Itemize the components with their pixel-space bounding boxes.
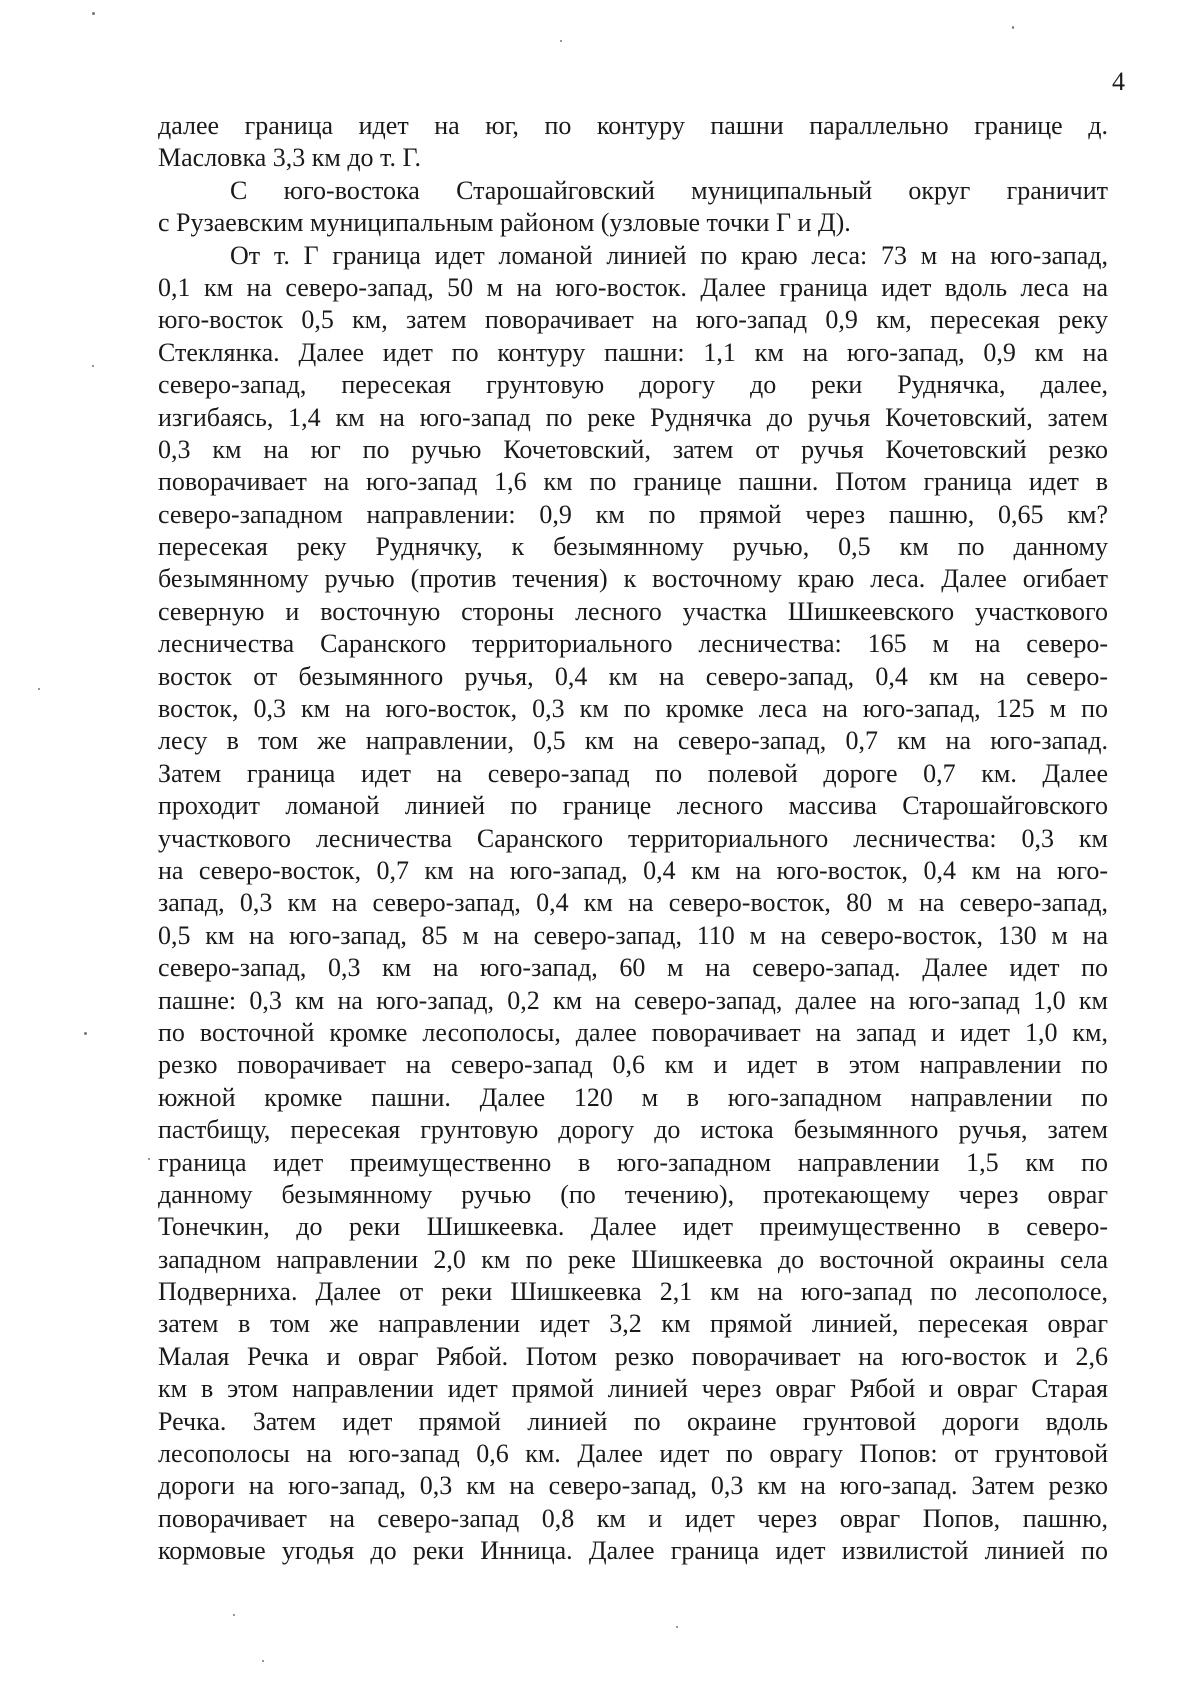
scan-speck [92, 365, 94, 367]
text-line: проходит ломаной линией по границе лесного массива Старошайговского [158, 791, 1108, 821]
text-line: резко поворачивает на северо-запад 0,6 км и идет в этом направлении по [158, 1050, 1108, 1080]
text-line: Малая Речка и овраг Рябой. Потом резко поворачивает на юго-восток и 2,6 [158, 1341, 1108, 1371]
text-line: северную и восточную стороны лесного участка Шишкеевского участкового [158, 596, 1108, 626]
text-line: далее граница идет на юг, по контуру пашни параллельно границе д. [158, 111, 1108, 140]
text-line: лесу в том же направлении, 0,5 км на северо-запад, 0,7 км на юго-запад. [158, 726, 1108, 756]
text-line: От т. Г граница идет ломаной линией по краю леса: 73 м на юго-запад, [230, 240, 1108, 270]
scan-speck [1012, 26, 1014, 29]
text-line: лесничества Саранского территориального лесничества: 165 м на северо- [158, 629, 1108, 659]
text-line: Речка. Затем идет прямой линией по окраине грунтовой дороги вдоль [158, 1406, 1108, 1436]
scan-speck [84, 1032, 87, 1035]
text-line: Масловка 3,3 км до т. Г. [158, 143, 422, 173]
scan-speck [233, 1614, 235, 1616]
text-line: западном направлении 2,0 км по реке Шишкеевка до восточной окраины села [158, 1244, 1108, 1274]
text-line: северо-запад, 0,3 км на юго-запад, 60 м на северо-запад. Далее идет по [158, 953, 1108, 983]
text-line: безымянному ручью (против течения) к восточному краю леса. Далее огибает [158, 564, 1108, 594]
text-line: юго-восток 0,5 км, затем поворачивает на юго-запад 0,9 км, пересекая реку [158, 305, 1108, 335]
text-line: на северо-восток, 0,7 км на юго-запад, 0,4 км на юго-восток, 0,4 км на юго- [158, 855, 1108, 885]
text-line: кормовые угодья до реки Инница. Далее граница идет извилистой линией по [158, 1536, 1108, 1566]
text-line: поворачивает на северо-запад 0,8 км и идет через овраг Попов, пашню, [158, 1503, 1108, 1533]
text-line: северо-западном направлении: 0,9 км по прямой через пашню, 0,65 км? [158, 499, 1108, 529]
text-line: граница идет преимущественно в юго-западном направлении 1,5 км по [158, 1147, 1108, 1177]
text-line: северо-запад, пересекая грунтовую дорогу до реки Руднячка, далее, [158, 370, 1108, 400]
text-line: восток от безымянного ручья, 0,4 км на северо-запад, 0,4 км на северо- [158, 661, 1108, 691]
paragraph [158, 110, 1108, 175]
text-line: изгибаясь, 1,4 км на юго-запад по реке Руднячка до ручья Кочетовский, затем [158, 402, 1108, 432]
text-line: по восточной кромке лесополосы, далее поворачивает на запад и идет 1,0 км, [158, 1017, 1108, 1047]
scan-speck [148, 1158, 150, 1160]
text-line: запад, 0,3 км на северо-запад, 0,4 км на северо-восток, 80 м на северо-запад, [158, 888, 1108, 918]
text-line: восток, 0,3 км на юго-восток, 0,3 км по кромке леса на юго-запад, 125 м по [158, 694, 1108, 724]
scan-speck [676, 1626, 678, 1628]
text-line: пашне: 0,3 км на юго-запад, 0,2 км на северо-запад, далее на юго-запад 1,0 км [158, 985, 1108, 1015]
text-line: затем в том же направлении идет 3,2 км прямой линией, пересекая овраг [158, 1309, 1108, 1339]
scan-speck [262, 1660, 264, 1662]
text-line: южной кромке пашни. Далее 120 м в юго-западном направлении по [158, 1082, 1108, 1112]
text-line: Затем граница идет на северо-запад по полевой дороге 0,7 км. Далее [158, 758, 1108, 788]
text-line: 0,5 км на юго-запад, 85 м на северо-запад, 110 м на северо-восток, 130 м на [158, 920, 1108, 950]
text-line: С юго-востока Старошайговский муниципальный округ граничит [230, 175, 1108, 205]
text-line: 0,3 км на юг по ручью Кочетовский, затем от ручья Кочетовский резко [158, 434, 1108, 464]
text-line: с Рузаевским муниципальным районом (узловые точки Г и Д). [158, 208, 851, 238]
scan-speck [560, 40, 562, 42]
text-line: км в этом направлении идет прямой линией через овраг Рябой и овраг Старая [158, 1374, 1108, 1404]
document-body [158, 110, 1108, 1568]
page-number: 4 [1112, 67, 1125, 96]
scan-speck [92, 12, 95, 15]
text-line: лесополосы на юго-запад 0,6 км. Далее идет по оврагу Попов: от грунтовой [158, 1439, 1108, 1469]
text-line: Подверниха. Далее от реки Шишкеевка 2,1 км на юго-запад по лесополосе, [158, 1277, 1108, 1307]
text-line: 0,1 км на северо-запад, 50 м на юго-восток. Далее граница идет вдоль леса на [158, 272, 1108, 302]
text-line: пересекая реку Руднячку, к безымянному ручью, 0,5 км по данному [158, 532, 1108, 562]
scan-speck [38, 688, 40, 690]
text-line: участкового лесничества Саранского территориального лесничества: 0,3 км [158, 823, 1108, 853]
text-line: данному безымянному ручью (по течению), протекающему через овраг [158, 1179, 1108, 1209]
paragraph [158, 240, 1108, 1568]
text-line: Стеклянка. Далее идет по контуру пашни: 1,1 км на юго-запад, 0,9 км на [158, 337, 1108, 367]
text-line: пастбищу, пересекая грунтовую дорогу до истока безымянного ручья, затем [158, 1115, 1108, 1145]
text-line: дороги на юго-запад, 0,3 км на северо-запад, 0,3 км на юго-запад. Затем резко [158, 1471, 1108, 1501]
text-line: поворачивает на юго-запад 1,6 км по границе пашни. Потом граница идет в [158, 467, 1108, 497]
paragraph [158, 175, 1108, 240]
text-line: Тонечкин, до реки Шишкеевка. Далее идет преимущественно в северо- [158, 1212, 1108, 1242]
